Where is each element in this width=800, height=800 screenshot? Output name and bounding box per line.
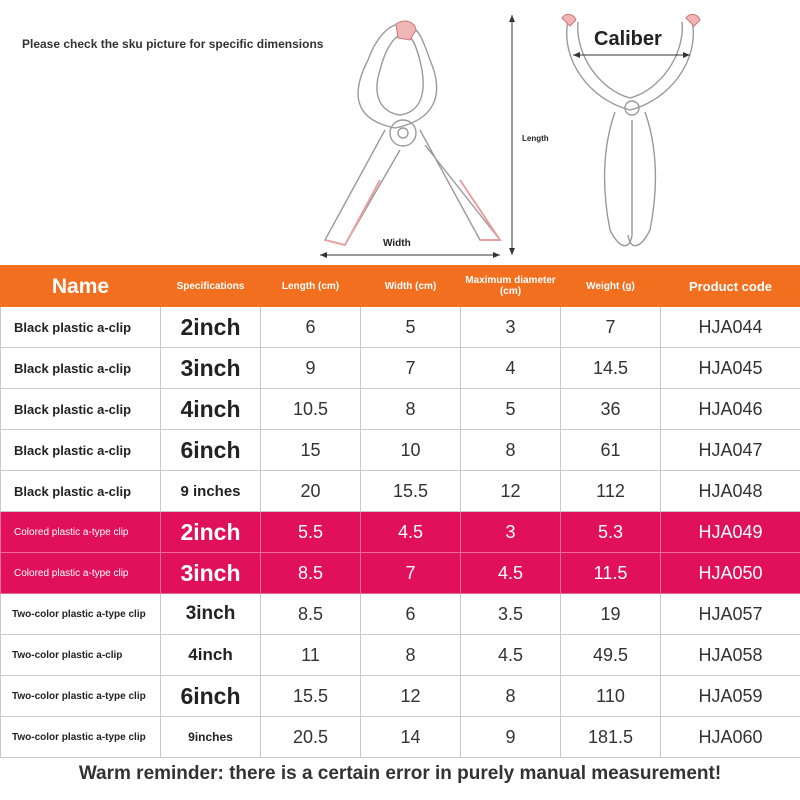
row-diameter: 4.5 xyxy=(461,553,561,594)
caliber-label: Caliber xyxy=(594,28,662,50)
row-length: 20 xyxy=(261,471,361,512)
row-diameter: 8 xyxy=(461,676,561,717)
row-length: 9 xyxy=(261,348,361,389)
row-name: Two-color plastic a-type clip xyxy=(1,676,161,717)
row-code: HJA058 xyxy=(661,635,800,676)
row-weight: 181.5 xyxy=(561,717,661,758)
row-width: 6 xyxy=(361,594,461,635)
row-diameter: 3 xyxy=(461,307,561,348)
table-row xyxy=(1,676,800,717)
row-spec: 3inch xyxy=(161,348,261,389)
row-spec: 6inch xyxy=(161,430,261,471)
row-weight: 49.5 xyxy=(561,635,661,676)
row-name: Colored plastic a-type clip xyxy=(1,553,161,594)
table-row xyxy=(1,594,800,635)
row-weight: 19 xyxy=(561,594,661,635)
row-width: 12 xyxy=(361,676,461,717)
row-length: 8.5 xyxy=(261,553,361,594)
table-row xyxy=(1,635,800,676)
row-weight: 36 xyxy=(561,389,661,430)
row-name: Colored plastic a-type clip xyxy=(1,512,161,553)
table-row xyxy=(1,307,800,348)
row-code: HJA059 xyxy=(661,676,800,717)
table-row-highlighted xyxy=(1,512,800,553)
column-header-product-code: Product code xyxy=(661,266,800,307)
row-width: 10 xyxy=(361,430,461,471)
row-code: HJA047 xyxy=(661,430,800,471)
row-code: HJA060 xyxy=(661,717,800,758)
row-diameter: 12 xyxy=(461,471,561,512)
table-row xyxy=(1,348,800,389)
row-diameter: 4.5 xyxy=(461,635,561,676)
row-code: HJA045 xyxy=(661,348,800,389)
column-header-width: Width (cm) xyxy=(361,266,461,307)
row-length: 11 xyxy=(261,635,361,676)
column-header-diameter: Maximum diameter (cm) xyxy=(461,266,561,307)
row-code: HJA044 xyxy=(661,307,800,348)
column-header-name: Name xyxy=(1,266,161,307)
row-length: 15.5 xyxy=(261,676,361,717)
row-length: 15 xyxy=(261,430,361,471)
row-width: 14 xyxy=(361,717,461,758)
width-label: Width xyxy=(383,238,411,249)
row-spec: 2inch xyxy=(161,512,261,553)
row-weight: 7 xyxy=(561,307,661,348)
row-diameter: 4 xyxy=(461,348,561,389)
row-spec: 3inch xyxy=(161,594,261,635)
row-code: HJA046 xyxy=(661,389,800,430)
column-header-length: Length (cm) xyxy=(261,266,361,307)
row-width: 5 xyxy=(361,307,461,348)
table-row xyxy=(1,389,800,430)
dimension-note: Please check the sku picture for specific dimensions xyxy=(22,37,324,51)
row-spec: 2inch xyxy=(161,307,261,348)
table-row xyxy=(1,471,800,512)
row-code: HJA048 xyxy=(661,471,800,512)
row-name: Two-color plastic a-type clip xyxy=(1,594,161,635)
row-name: Black plastic a-clip xyxy=(1,471,161,512)
row-name: Two-color plastic a-type clip xyxy=(1,717,161,758)
row-weight: 61 xyxy=(561,430,661,471)
row-spec: 9inches xyxy=(161,717,261,758)
table-row xyxy=(1,717,800,758)
row-diameter: 3 xyxy=(461,512,561,553)
row-length: 20.5 xyxy=(261,717,361,758)
row-diameter: 3.5 xyxy=(461,594,561,635)
row-code: HJA049 xyxy=(661,512,800,553)
row-length: 10.5 xyxy=(261,389,361,430)
row-width: 15.5 xyxy=(361,471,461,512)
table-row-highlighted xyxy=(1,553,800,594)
row-code: HJA050 xyxy=(661,553,800,594)
measurement-reminder: Warm reminder: there is a certain error in purely manual measurement! xyxy=(78,763,722,784)
row-spec: 4inch xyxy=(161,635,261,676)
row-name: Black plastic a-clip xyxy=(1,389,161,430)
spec-table xyxy=(0,265,800,758)
row-weight: 112 xyxy=(561,471,661,512)
row-spec: 3inch xyxy=(161,553,261,594)
row-width: 8 xyxy=(361,389,461,430)
row-weight: 110 xyxy=(561,676,661,717)
row-spec: 4inch xyxy=(161,389,261,430)
row-diameter: 9 xyxy=(461,717,561,758)
row-name: Black plastic a-clip xyxy=(1,348,161,389)
row-width: 7 xyxy=(361,553,461,594)
table-header-row xyxy=(1,266,800,307)
row-width: 7 xyxy=(361,348,461,389)
row-diameter: 5 xyxy=(461,389,561,430)
length-label: Length xyxy=(522,134,549,143)
row-length: 5.5 xyxy=(261,512,361,553)
row-weight: 5.3 xyxy=(561,512,661,553)
row-width: 4.5 xyxy=(361,512,461,553)
row-weight: 11.5 xyxy=(561,553,661,594)
row-spec: 6inch xyxy=(161,676,261,717)
row-name: Two-color plastic a-clip xyxy=(1,635,161,676)
row-weight: 14.5 xyxy=(561,348,661,389)
row-length: 8.5 xyxy=(261,594,361,635)
row-spec: 9 inches xyxy=(161,471,261,512)
row-diameter: 8 xyxy=(461,430,561,471)
product-diagram-area xyxy=(0,0,800,265)
row-length: 6 xyxy=(261,307,361,348)
row-code: HJA057 xyxy=(661,594,800,635)
column-header-weight: Weight (g) xyxy=(561,266,661,307)
row-width: 8 xyxy=(361,635,461,676)
column-header-specifications: Specifications xyxy=(161,266,261,307)
row-name: Black plastic a-clip xyxy=(1,307,161,348)
row-name: Black plastic a-clip xyxy=(1,430,161,471)
table-row xyxy=(1,430,800,471)
